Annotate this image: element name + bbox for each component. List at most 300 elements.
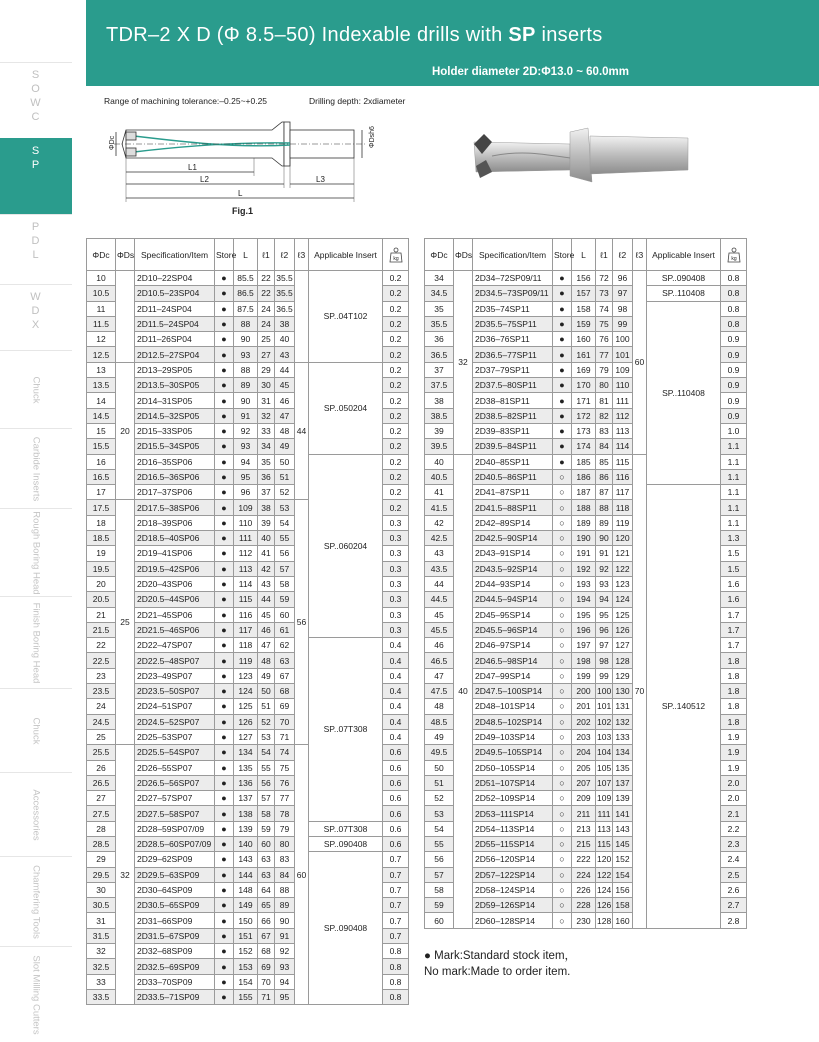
cell-spec: 2D46.5–98SP14 bbox=[473, 653, 553, 668]
cell-l1: 29 bbox=[258, 362, 275, 377]
cell-l1: 92 bbox=[596, 561, 613, 576]
cell-L: 170 bbox=[572, 378, 596, 393]
cell-store: ○ bbox=[553, 898, 572, 913]
cell-ds: 32 bbox=[116, 745, 135, 1005]
cell-l2: 152 bbox=[613, 852, 633, 867]
cell-L: 95 bbox=[234, 469, 258, 484]
cell-L: 116 bbox=[234, 607, 258, 622]
cell-dc: 12 bbox=[87, 332, 116, 347]
cell-l1: 56 bbox=[258, 775, 275, 790]
cell-l1: 72 bbox=[596, 271, 613, 286]
cell-spec: 2D43–91SP14 bbox=[473, 546, 553, 561]
sidebar-tab-accessories[interactable] bbox=[0, 772, 72, 856]
cell-kg: 0.7 bbox=[383, 852, 409, 867]
dim-l2-label: L2 bbox=[200, 175, 209, 184]
sidebar-tab-letter: S bbox=[31, 145, 41, 157]
cell-spec: 2D34.5–73SP09/11 bbox=[473, 286, 553, 301]
cell-L: 135 bbox=[234, 760, 258, 775]
cell-spec: 2D38–81SP11 bbox=[473, 393, 553, 408]
cell-l2: 99 bbox=[613, 316, 633, 331]
cell-kg: 0.8 bbox=[383, 959, 409, 974]
cell-l2: 67 bbox=[275, 668, 295, 683]
cell-l1: 31 bbox=[258, 393, 275, 408]
cell-spec: 2D15–33SP05 bbox=[135, 423, 215, 438]
cell-insert: SP..090408 bbox=[309, 836, 383, 851]
cell-kg: 2.6 bbox=[721, 882, 747, 897]
cell-L: 134 bbox=[234, 745, 258, 760]
cell-kg: 0.2 bbox=[383, 485, 409, 500]
cell-l2: 160 bbox=[613, 913, 633, 928]
cell-dc: 53 bbox=[425, 806, 454, 821]
cell-L: 151 bbox=[234, 928, 258, 943]
col-header-ds: ΦDs bbox=[116, 239, 135, 271]
cell-l2: 56 bbox=[275, 546, 295, 561]
cell-L: 161 bbox=[572, 347, 596, 362]
cell-kg: 2.3 bbox=[721, 836, 747, 851]
cell-store: ● bbox=[553, 316, 572, 331]
cell-store: ○ bbox=[553, 852, 572, 867]
sidebar-tab-wdx[interactable] bbox=[0, 284, 72, 350]
cell-L: 149 bbox=[234, 898, 258, 913]
cell-kg: 0.2 bbox=[383, 439, 409, 454]
cell-store: ○ bbox=[553, 546, 572, 561]
cell-l2: 45 bbox=[275, 378, 295, 393]
cell-kg: 1.3 bbox=[721, 531, 747, 546]
cell-dc: 28.5 bbox=[87, 836, 116, 851]
cell-l1: 107 bbox=[596, 775, 613, 790]
figure-label: Fig.1 bbox=[232, 206, 254, 216]
cell-store: ● bbox=[215, 668, 234, 683]
cell-spec: 2D11–26SP04 bbox=[135, 332, 215, 347]
cell-store: ● bbox=[215, 638, 234, 653]
cell-spec: 2D47.5–100SP14 bbox=[473, 684, 553, 699]
cell-store: ● bbox=[215, 882, 234, 897]
cell-l2: 145 bbox=[613, 836, 633, 851]
cell-l2: 75 bbox=[275, 760, 295, 775]
cell-spec: 2D23.5–50SP07 bbox=[135, 684, 215, 699]
cell-store: ● bbox=[215, 745, 234, 760]
cell-dc: 25.5 bbox=[87, 745, 116, 760]
cell-spec: 2D19.5–42SP06 bbox=[135, 561, 215, 576]
cell-spec: 2D19–41SP06 bbox=[135, 546, 215, 561]
cell-dc: 13.5 bbox=[87, 378, 116, 393]
cell-l2: 54 bbox=[275, 515, 295, 530]
col-header-store: Store bbox=[553, 239, 572, 271]
cell-L: 193 bbox=[572, 576, 596, 591]
cell-kg: 1.8 bbox=[721, 714, 747, 729]
cell-l2: 38 bbox=[275, 316, 295, 331]
cell-l1: 39 bbox=[258, 515, 275, 530]
cell-store: ● bbox=[215, 347, 234, 362]
sidebar-tab-pdl[interactable] bbox=[0, 214, 72, 284]
cell-dc: 49.5 bbox=[425, 745, 454, 760]
cell-L: 226 bbox=[572, 882, 596, 897]
cell-l2: 79 bbox=[275, 821, 295, 836]
cell-L: 139 bbox=[234, 821, 258, 836]
cell-l1: 101 bbox=[596, 699, 613, 714]
cell-L: 191 bbox=[572, 546, 596, 561]
holder-diameter-subtitle: Holder diameter 2D:Φ13.0 ~ 60.0mm bbox=[431, 66, 629, 78]
cell-store: ● bbox=[215, 729, 234, 744]
cell-l1: 22 bbox=[258, 286, 275, 301]
cell-L: 171 bbox=[572, 393, 596, 408]
sidebar-tab-sp[interactable] bbox=[0, 138, 72, 214]
cell-kg: 0.2 bbox=[383, 393, 409, 408]
cell-l2: 126 bbox=[613, 622, 633, 637]
col-header-dc: ΦDc bbox=[425, 239, 454, 271]
cell-spec: 2D20.5–44SP06 bbox=[135, 592, 215, 607]
cell-dc: 28 bbox=[87, 821, 116, 836]
cell-l1: 33 bbox=[258, 423, 275, 438]
cell-l1: 93 bbox=[596, 576, 613, 591]
cell-l1: 71 bbox=[258, 989, 275, 1004]
cell-l2: 36.5 bbox=[275, 301, 295, 316]
cell-dc: 24 bbox=[87, 699, 116, 714]
sidebar-tab-letter: O bbox=[31, 83, 41, 95]
cell-store: ● bbox=[215, 760, 234, 775]
cell-l1: 44 bbox=[258, 592, 275, 607]
cell-dc: 26.5 bbox=[87, 775, 116, 790]
cell-store: ● bbox=[215, 852, 234, 867]
sidebar-tab-chamfering-tools[interactable] bbox=[0, 856, 72, 946]
cell-spec: 2D15.5–34SP05 bbox=[135, 439, 215, 454]
sidebar-tab-label: Accessories bbox=[30, 788, 42, 841]
cell-store: ● bbox=[215, 286, 234, 301]
cell-L: 154 bbox=[234, 974, 258, 989]
cell-l2: 154 bbox=[613, 867, 633, 882]
cell-l1: 102 bbox=[596, 714, 613, 729]
cell-store: ● bbox=[553, 301, 572, 316]
dim-l3-label: L3 bbox=[316, 175, 325, 184]
cell-l2: 92 bbox=[275, 944, 295, 959]
cell-spec: 2D37–79SP11 bbox=[473, 362, 553, 377]
col-header-l3: ℓ3 bbox=[295, 239, 309, 271]
cell-spec: 2D56–120SP14 bbox=[473, 852, 553, 867]
cell-l2: 109 bbox=[613, 362, 633, 377]
stock-legend bbox=[424, 948, 576, 980]
cell-dc: 18.5 bbox=[87, 531, 116, 546]
cell-spec: 2D40–85SP11 bbox=[473, 454, 553, 469]
cell-spec: 2D22–47SP07 bbox=[135, 638, 215, 653]
sidebar-tab-rough-boring-head[interactable] bbox=[0, 508, 72, 596]
table-row bbox=[87, 821, 409, 836]
cell-spec: 2D38.5–82SP11 bbox=[473, 408, 553, 423]
cell-spec: 2D34–72SP09/11 bbox=[473, 271, 553, 286]
cell-L: 200 bbox=[572, 684, 596, 699]
cell-dc: 47 bbox=[425, 668, 454, 683]
cell-l2: 61 bbox=[275, 622, 295, 637]
cell-L: 189 bbox=[572, 515, 596, 530]
drilling-depth-text: Drilling depth: 2xdiameter bbox=[309, 96, 406, 106]
cell-kg: 0.6 bbox=[383, 806, 409, 821]
sidebar-tab-sowc[interactable] bbox=[0, 62, 72, 138]
cell-l1: 122 bbox=[596, 867, 613, 882]
cell-dc: 39 bbox=[425, 423, 454, 438]
cell-dc: 16.5 bbox=[87, 469, 116, 484]
cell-dc: 22 bbox=[87, 638, 116, 653]
cell-store: ● bbox=[215, 332, 234, 347]
cell-dc: 49 bbox=[425, 729, 454, 744]
cell-spec: 2D57–122SP14 bbox=[473, 867, 553, 882]
sidebar-tab-letter: S bbox=[31, 69, 41, 81]
cell-dc: 37.5 bbox=[425, 378, 454, 393]
cell-kg: 0.2 bbox=[383, 301, 409, 316]
cell-insert: SP..04T102 bbox=[309, 271, 383, 363]
cell-l1: 68 bbox=[258, 944, 275, 959]
cell-kg: 0.9 bbox=[721, 393, 747, 408]
cell-store: ● bbox=[215, 684, 234, 699]
cell-spec: 2D23–49SP07 bbox=[135, 668, 215, 683]
cell-l1: 47 bbox=[258, 638, 275, 653]
sidebar-tab-slot-milling-cutters[interactable] bbox=[0, 946, 72, 1042]
cell-store: ● bbox=[215, 699, 234, 714]
cell-l2: 122 bbox=[613, 561, 633, 576]
cell-spec: 2D45.5–96SP14 bbox=[473, 622, 553, 637]
cell-l3: 60 bbox=[633, 271, 647, 455]
cell-l1: 84 bbox=[596, 439, 613, 454]
cell-dc: 42.5 bbox=[425, 531, 454, 546]
cell-kg: 1.0 bbox=[721, 423, 747, 438]
cell-l1: 96 bbox=[596, 622, 613, 637]
cell-dc: 45 bbox=[425, 607, 454, 622]
cell-store: ○ bbox=[553, 806, 572, 821]
cell-l1: 100 bbox=[596, 684, 613, 699]
cell-L: 89 bbox=[234, 378, 258, 393]
cell-store: ○ bbox=[553, 699, 572, 714]
cell-l2: 77 bbox=[275, 791, 295, 806]
cell-kg: 1.5 bbox=[721, 546, 747, 561]
col-header-spec: Specification/Item bbox=[135, 239, 215, 271]
cell-kg: 0.6 bbox=[383, 775, 409, 790]
cell-L: 160 bbox=[572, 332, 596, 347]
cell-l2: 123 bbox=[613, 576, 633, 591]
cell-l3: 70 bbox=[633, 454, 647, 928]
cell-spec: 2D55–115SP14 bbox=[473, 836, 553, 851]
cell-kg: 0.2 bbox=[383, 316, 409, 331]
cell-l2: 35.5 bbox=[275, 271, 295, 286]
cell-l1: 64 bbox=[258, 882, 275, 897]
cell-dc: 35 bbox=[425, 301, 454, 316]
cell-spec: 2D36–76SP11 bbox=[473, 332, 553, 347]
cell-l2: 57 bbox=[275, 561, 295, 576]
cell-dc: 43 bbox=[425, 546, 454, 561]
cell-l2: 68 bbox=[275, 684, 295, 699]
cell-spec: 2D28–59SP07/09 bbox=[135, 821, 215, 836]
cell-kg: 0.3 bbox=[383, 607, 409, 622]
cell-kg: 2.5 bbox=[721, 867, 747, 882]
cell-store: ● bbox=[553, 408, 572, 423]
cell-kg: 1.9 bbox=[721, 745, 747, 760]
col-header-insert: Applicable Insert bbox=[309, 239, 383, 271]
table-row bbox=[87, 638, 409, 653]
cell-l1: 89 bbox=[596, 515, 613, 530]
sidebar-tab-letter: C bbox=[31, 111, 41, 123]
cell-l1: 111 bbox=[596, 806, 613, 821]
cell-L: 158 bbox=[572, 301, 596, 316]
cell-L: 115 bbox=[234, 592, 258, 607]
cell-l2: 49 bbox=[275, 439, 295, 454]
cell-spec: 2D30.5–65SP09 bbox=[135, 898, 215, 913]
cell-spec: 2D42.5–90SP14 bbox=[473, 531, 553, 546]
cell-kg: 0.6 bbox=[383, 821, 409, 836]
cell-l1: 35 bbox=[258, 454, 275, 469]
cell-L: 209 bbox=[572, 791, 596, 806]
cell-dc: 20 bbox=[87, 576, 116, 591]
cell-spec: 2D59–126SP14 bbox=[473, 898, 553, 913]
cell-L: 117 bbox=[234, 622, 258, 637]
cell-L: 207 bbox=[572, 775, 596, 790]
cell-spec: 2D10–22SP04 bbox=[135, 271, 215, 286]
cell-store: ○ bbox=[553, 714, 572, 729]
table-row bbox=[425, 286, 747, 301]
cell-dc: 10 bbox=[87, 271, 116, 286]
cell-l2: 48 bbox=[275, 423, 295, 438]
cell-l1: 54 bbox=[258, 745, 275, 760]
cell-L: 156 bbox=[572, 271, 596, 286]
cell-l1: 77 bbox=[596, 347, 613, 362]
cell-spec: 2D26.5–56SP07 bbox=[135, 775, 215, 790]
cell-spec: 2D43.5–92SP14 bbox=[473, 561, 553, 576]
cell-store: ● bbox=[215, 775, 234, 790]
dim-dc-label: ΦDc bbox=[109, 135, 116, 150]
cell-store: ● bbox=[215, 515, 234, 530]
cell-L: 144 bbox=[234, 867, 258, 882]
cell-insert: SP..07T308 bbox=[309, 638, 383, 822]
cell-L: 86.5 bbox=[234, 286, 258, 301]
cell-L: 111 bbox=[234, 531, 258, 546]
sidebar-tab-chuck[interactable] bbox=[0, 350, 72, 428]
cell-l2: 63 bbox=[275, 653, 295, 668]
cell-store: ○ bbox=[553, 576, 572, 591]
sidebar-tab-finish-boring-head[interactable] bbox=[0, 596, 72, 688]
cell-L: 118 bbox=[234, 638, 258, 653]
cell-insert: SP..090408 bbox=[309, 852, 383, 1005]
cell-spec: 2D26–55SP07 bbox=[135, 760, 215, 775]
cell-l2: 156 bbox=[613, 882, 633, 897]
cell-spec: 2D24.5–52SP07 bbox=[135, 714, 215, 729]
cell-L: 88 bbox=[234, 316, 258, 331]
cell-l1: 37 bbox=[258, 485, 275, 500]
cell-kg: 1.8 bbox=[721, 684, 747, 699]
cell-dc: 44.5 bbox=[425, 592, 454, 607]
cell-store: ● bbox=[215, 944, 234, 959]
cell-spec: 2D51–107SP14 bbox=[473, 775, 553, 790]
cell-l1: 80 bbox=[596, 378, 613, 393]
cell-l2: 89 bbox=[275, 898, 295, 913]
cell-store: ● bbox=[215, 913, 234, 928]
cell-store: ○ bbox=[553, 913, 572, 928]
cell-l2: 46 bbox=[275, 393, 295, 408]
sidebar-tab-carbide-inserts[interactable] bbox=[0, 428, 72, 508]
cell-store: ● bbox=[215, 546, 234, 561]
cell-kg: 0.2 bbox=[383, 347, 409, 362]
cell-l2: 141 bbox=[613, 806, 633, 821]
cell-L: 92 bbox=[234, 423, 258, 438]
cell-dc: 25 bbox=[87, 729, 116, 744]
sidebar-tab-label: Finish Boring Head bbox=[30, 602, 42, 683]
cell-spec: 2D54–113SP14 bbox=[473, 821, 553, 836]
sidebar-tab-chuck[interactable] bbox=[0, 688, 72, 772]
cell-L: 114 bbox=[234, 576, 258, 591]
col-header-l1: ℓ1 bbox=[596, 239, 613, 271]
cell-l1: 36 bbox=[258, 469, 275, 484]
cell-l3: 44 bbox=[295, 362, 309, 500]
cell-L: 192 bbox=[572, 561, 596, 576]
col-header-spec: Specification/Item bbox=[473, 239, 553, 271]
cell-spec: 2D49–103SP14 bbox=[473, 729, 553, 744]
cell-l2: 112 bbox=[613, 408, 633, 423]
cell-L: 187 bbox=[572, 485, 596, 500]
cell-L: 194 bbox=[572, 592, 596, 607]
cell-l1: 34 bbox=[258, 439, 275, 454]
cell-l2: 60 bbox=[275, 607, 295, 622]
cell-l2: 93 bbox=[275, 959, 295, 974]
cell-l1: 104 bbox=[596, 745, 613, 760]
cell-l1: 81 bbox=[596, 393, 613, 408]
cell-l1: 42 bbox=[258, 561, 275, 576]
cell-L: 125 bbox=[234, 699, 258, 714]
cell-spec: 2D14.5–32SP05 bbox=[135, 408, 215, 423]
sidebar-tab-label: Rough Boring Head bbox=[30, 510, 42, 595]
cell-dc: 46.5 bbox=[425, 653, 454, 668]
cell-l1: 97 bbox=[596, 638, 613, 653]
cell-L: 143 bbox=[234, 852, 258, 867]
cell-dc: 35.5 bbox=[425, 316, 454, 331]
cell-l1: 113 bbox=[596, 821, 613, 836]
cell-dc: 36 bbox=[425, 332, 454, 347]
cell-dc: 44 bbox=[425, 576, 454, 591]
col-header-l3: ℓ3 bbox=[633, 239, 647, 271]
sidebar-tab-label: Chamfering Tools bbox=[30, 864, 42, 939]
cell-kg: 0.4 bbox=[383, 638, 409, 653]
cell-spec: 2D18–39SP06 bbox=[135, 515, 215, 530]
cell-spec: 2D13.5–30SP05 bbox=[135, 378, 215, 393]
cell-dc: 40.5 bbox=[425, 469, 454, 484]
cell-kg: 2.2 bbox=[721, 821, 747, 836]
cell-spec: 2D53–111SP14 bbox=[473, 806, 553, 821]
cell-l2: 137 bbox=[613, 775, 633, 790]
cell-l1: 50 bbox=[258, 684, 275, 699]
cell-L: 228 bbox=[572, 898, 596, 913]
cell-l3: 56 bbox=[295, 500, 309, 745]
cell-L: 188 bbox=[572, 500, 596, 515]
cell-L: 190 bbox=[572, 531, 596, 546]
dim-ds-label: ΦDsh6 bbox=[369, 126, 376, 148]
cell-L: 213 bbox=[572, 821, 596, 836]
cell-store: ● bbox=[215, 836, 234, 851]
cell-L: 88 bbox=[234, 362, 258, 377]
cell-l2: 84 bbox=[275, 867, 295, 882]
cell-l1: 51 bbox=[258, 699, 275, 714]
cell-store: ● bbox=[215, 316, 234, 331]
spec-table-left bbox=[86, 238, 409, 1005]
sidebar-tab-letter: D bbox=[31, 305, 41, 317]
cell-store: ● bbox=[215, 974, 234, 989]
cell-l2: 125 bbox=[613, 607, 633, 622]
cell-kg: 0.6 bbox=[383, 745, 409, 760]
cell-kg: 0.2 bbox=[383, 454, 409, 469]
cell-ds: 40 bbox=[454, 454, 473, 928]
cell-dc: 33.5 bbox=[87, 989, 116, 1004]
cell-kg: 0.3 bbox=[383, 592, 409, 607]
drill-product-image bbox=[462, 104, 694, 194]
cell-l2: 143 bbox=[613, 821, 633, 836]
cell-l1: 32 bbox=[258, 408, 275, 423]
col-header-weight bbox=[721, 239, 747, 271]
cell-L: 196 bbox=[572, 622, 596, 637]
cell-store: ● bbox=[553, 378, 572, 393]
sidebar-tab-label: Chuck bbox=[30, 376, 42, 403]
